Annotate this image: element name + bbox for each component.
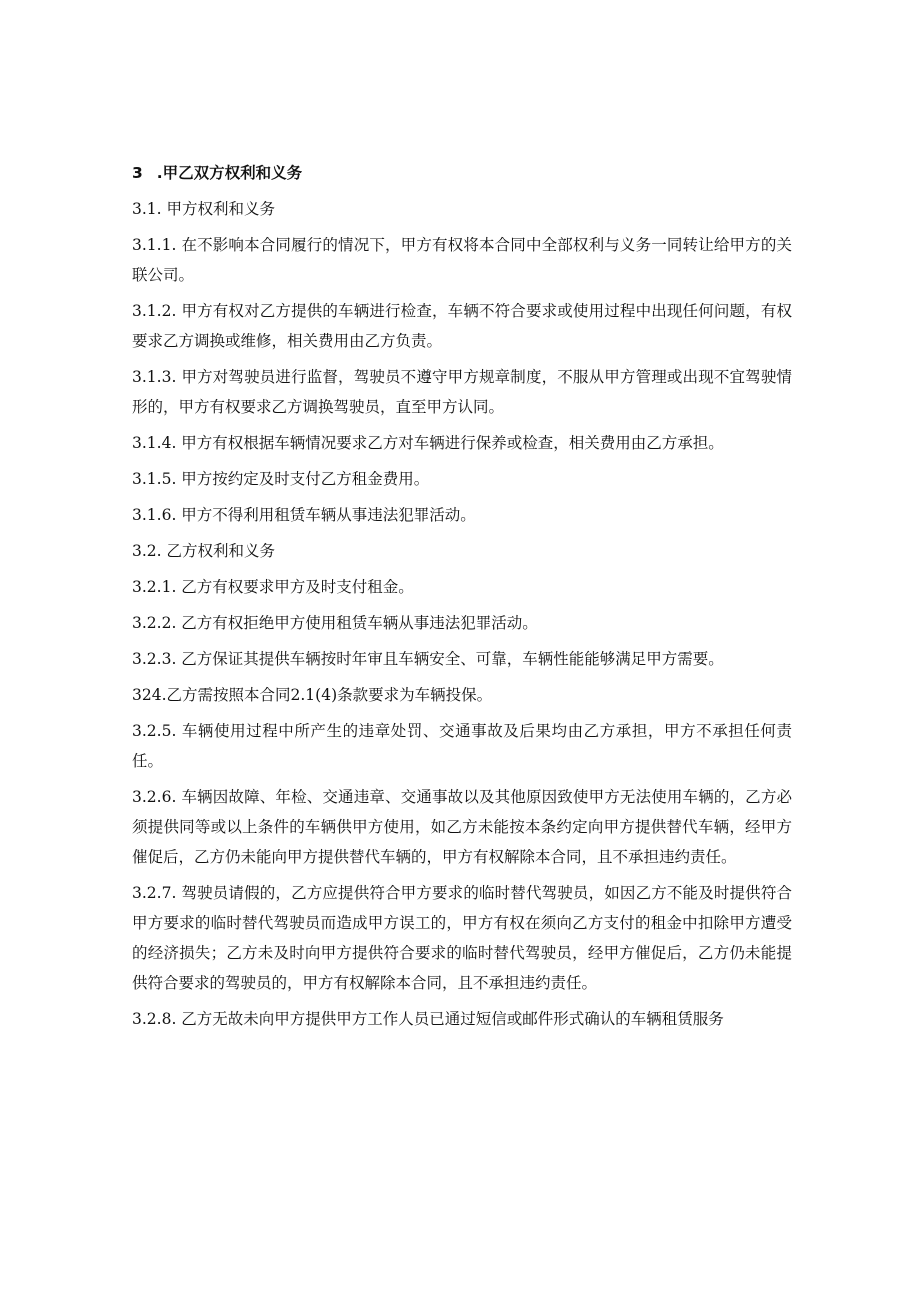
clause-3-1-2: 3.1.2. 甲方有权对乙方提供的车辆进行检查，车辆不符合要求或使用过程中出现任何问题，有权要求乙方调换或维修，相关费用由乙方负责。 [132, 302, 792, 350]
clause-3-1-1: 3.1.1. 在不影响本合同履行的情况下，甲方有权将本合同中全部权利与义务一同转让给甲方的关联公司。 [132, 236, 792, 284]
clause-3-2-7: 3.2.7. 驾驶员请假的，乙方应提供符合甲方要求的临时替代驾驶员，如因乙方不能及时提供符合甲方要求的临时替代驾驶员而造成甲方误工的，甲方有权在须向乙方支付的租金中扣除甲方遭受的经济损失；乙方未及时向甲方提供符合要求的临时替代驾驶员，经甲方催促后，乙方仍未能提供符合要求的驾驶员的，甲方有权解除本合同，且不承担违约责任。 [132, 884, 792, 992]
clause-3-2-8: 3.2.8. 乙方无故未向甲方提供甲方工作人员已通过短信或邮件形式确认的车辆租赁服务 [132, 1010, 724, 1028]
clause-3-1-heading: 3.1. 甲方权利和义务 [132, 200, 276, 218]
clause-3-1-3: 3.1.3. 甲方对驾驶员进行监督，驾驶员不遵守甲方规章制度，不服从甲方管理或出现不宜驾驶情形的，甲方有权要求乙方调换驾驶员，直至甲方认同。 [132, 368, 792, 416]
clause-3-1-4: 3.1.4. 甲方有权根据车辆情况要求乙方对车辆进行保养或检查，相关费用由乙方承担。 [132, 434, 724, 452]
clause-3-2-5: 3.2.5. 车辆使用过程中所产生的违章处罚、交通事故及后果均由乙方承担，甲方不承担任何责任。 [132, 722, 792, 770]
section-heading [132, 158, 792, 188]
clause-3-2-2: 3.2.2. 乙方有权拒绝甲方使用租赁车辆从事违法犯罪活动。 [132, 614, 538, 632]
section-title: .甲乙双方权利和义务 [156, 164, 303, 182]
clause-3-1-5: 3.1.5. 甲方按约定及时支付乙方租金费用。 [132, 470, 430, 488]
clause-3-2-3: 3.2.3. 乙方保证其提供车辆按时年审且车辆安全、可靠，车辆性能能够满足甲方需要。 [132, 650, 724, 668]
clause-3-2-1: 3.2.1. 乙方有权要求甲方及时支付租金。 [132, 578, 414, 596]
document-page [132, 158, 792, 1040]
clause-3-2-4: 324.乙方需按照本合同2.1(4)条款要求为车辆投保。 [132, 686, 493, 704]
clause-3-1-6: 3.1.6. 甲方不得利用租赁车辆从事违法犯罪活动。 [132, 506, 476, 524]
clause-3-2-6: 3.2.6. 车辆因故障、年检、交通违章、交通事故以及其他原因致使甲方无法使用车辆的，乙方必须提供同等或以上条件的车辆供甲方使用，如乙方未能按本条约定向甲方提供替代车辆，经甲方催促后，乙方仍未能向甲方提供替代车辆的，甲方有权解除本合同，且不承担违约责任。 [132, 788, 792, 866]
clause-3-2-heading: 3.2. 乙方权利和义务 [132, 542, 276, 560]
section-number: 3 [132, 164, 143, 182]
